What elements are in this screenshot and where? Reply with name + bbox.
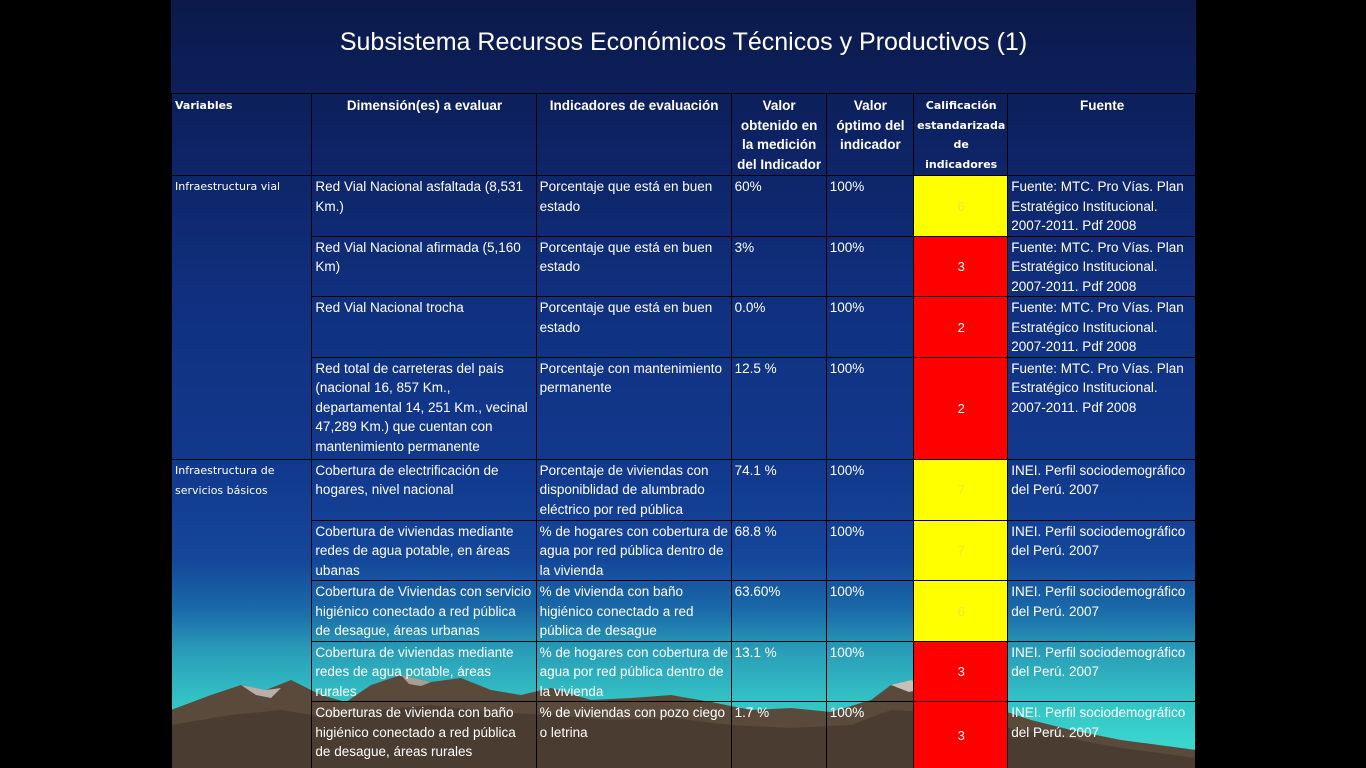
optimo-cell: 100%: [826, 520, 913, 581]
score-value: 7: [957, 482, 965, 498]
dimension-cell: Red total de carreteras del país (nacional 16, 857 Km., departamental 14, 251 Km., vecinal 47,289 Km.) que cuentan con mantenimiento permanente: [312, 357, 536, 459]
slide-title: Subsistema Recursos Económicos Técnicos y Productivos (1): [339, 28, 1028, 56]
fuente-cell: INEI. Perfil sociodemográfico del Perú. 2007: [1008, 581, 1196, 642]
fuente-cell: INEI. Perfil sociodemográfico del Perú. 2007: [1008, 641, 1196, 702]
score-cell: [914, 520, 1008, 581]
fuente-cell: Fuente: MTC. Pro Vías. Plan Estratégico Institucional. 2007-2011. Pdf 2008: [1008, 297, 1196, 358]
valor-cell: 63.60%: [731, 581, 826, 642]
indicador-cell: % de hogares con cobertura de agua por red pública dentro de la vivienda: [536, 520, 731, 581]
dimension-cell: Cobertura de electrificación de hogares, nivel nacional: [312, 459, 536, 520]
score-cell: [914, 236, 1008, 297]
score-cell: [914, 641, 1008, 702]
valor-cell: 12.5 %: [731, 357, 826, 459]
dimension-cell: Red Vial Nacional trocha: [312, 297, 536, 358]
header-dimension: Dimensión(es) a evaluar: [312, 94, 536, 176]
optimo-cell: 100%: [826, 297, 913, 358]
header-optimo: Valor óptimo del indicador: [826, 94, 913, 176]
table-row: [172, 357, 1196, 459]
valor-cell: 1.7 %: [731, 702, 826, 768]
score-cell: [914, 459, 1008, 520]
dimension-cell: Coberturas de vivienda con baño higiénico conectado a red pública de desague, áreas rurales: [312, 702, 536, 768]
header-fuente: Fuente: [1008, 94, 1196, 176]
optimo-cell: 100%: [826, 357, 913, 459]
score-cell: [914, 702, 1008, 768]
score-cell: [914, 581, 1008, 642]
dimension-cell: Red Vial Nacional afirmada (5,160 Km): [312, 236, 536, 297]
score-cell: [914, 357, 1008, 459]
optimo-cell: 100%: [826, 459, 913, 520]
score-value: 3: [957, 259, 965, 274]
indicador-cell: Porcentaje con mantenimiento permanente: [536, 357, 731, 459]
header-variables: Variables: [172, 94, 312, 176]
score-value: 6: [957, 198, 965, 214]
indicador-cell: Porcentaje de viviendas con disponiblidad de alumbrado eléctrico por red pública: [536, 459, 731, 520]
table-row: [172, 520, 1196, 581]
header-valor: Valor obtenido en la medición del Indicador: [731, 94, 826, 176]
valor-cell: 60%: [731, 176, 826, 237]
score-value: 7: [957, 543, 965, 558]
score-cell: [914, 297, 1008, 358]
indicador-cell: % de vivienda con baño higiénico conectado a red pública de desague: [536, 581, 731, 642]
optimo-cell: 100%: [826, 176, 913, 237]
score-value: 3: [957, 728, 965, 744]
table-row: [172, 641, 1196, 702]
dimension-cell: Red Vial Nacional asfaltada (8,531 Km.): [312, 176, 536, 237]
score-value: 6: [957, 603, 965, 619]
score-value: 3: [957, 664, 965, 679]
fuente-cell: INEI. Perfil sociodemográfico del Perú. 2007: [1008, 520, 1196, 581]
dimension-cell: Cobertura de viviendas mediante redes de agua potable, en áreas ubanas: [312, 520, 536, 581]
table-row: [172, 581, 1196, 642]
score-cell: [914, 176, 1008, 237]
optimo-cell: 100%: [826, 641, 913, 702]
valor-cell: 0.0%: [731, 297, 826, 358]
indicators-table: [171, 93, 1196, 768]
table-row: [172, 236, 1196, 297]
indicador-cell: Porcentaje que está en buen estado: [536, 236, 731, 297]
valor-cell: 74.1 %: [731, 459, 826, 520]
header-row: [172, 94, 1196, 176]
variable-cell: Infraestructura vial: [172, 176, 312, 460]
header-indicador: Indicadores de evaluación: [536, 94, 731, 176]
slide: [171, 0, 1196, 768]
optimo-cell: 100%: [826, 236, 913, 297]
indicador-cell: Porcentaje que está en buen estado: [536, 176, 731, 237]
valor-cell: 13.1 %: [731, 641, 826, 702]
score-value: 2: [957, 400, 965, 416]
header-calificacion: Calificación estandarizada de indicadores: [914, 94, 1008, 176]
table-row: [172, 176, 1196, 237]
dimension-cell: Cobertura de Viviendas con servicio higiénico conectado a red pública de desague, áreas urbanas: [312, 581, 536, 642]
valor-cell: 68.8 %: [731, 520, 826, 581]
table-row: [172, 459, 1196, 520]
optimo-cell: 100%: [826, 702, 913, 768]
optimo-cell: 100%: [826, 581, 913, 642]
fuente-cell: INEI. Perfil sociodemográfico del Perú. 2007: [1008, 459, 1196, 520]
indicador-cell: Porcentaje que está en buen estado: [536, 297, 731, 358]
indicador-cell: % de viviendas con pozo ciego o letrina: [536, 702, 731, 768]
fuente-cell: Fuente: MTC. Pro Vías. Plan Estratégico Institucional. 2007-2011. Pdf 2008: [1008, 236, 1196, 297]
fuente-cell: Fuente: MTC. Pro Vías. Plan Estratégico Institucional. 2007-2011. Pdf 2008: [1008, 176, 1196, 237]
valor-cell: 3%: [731, 236, 826, 297]
fuente-cell: Fuente: MTC. Pro Vías. Plan Estratégico Institucional. 2007-2011. Pdf 2008: [1008, 357, 1196, 459]
indicador-cell: % de hogares con cobertura de agua por red pública dentro de la vivienda: [536, 641, 731, 702]
variable-cell: Infraestructura de servicios básicos: [172, 459, 312, 768]
table-row: [172, 297, 1196, 358]
score-value: 2: [957, 319, 965, 335]
table-row: [172, 702, 1196, 768]
fuente-cell: INEI. Perfil sociodemográfico del Perú. 2007: [1008, 702, 1196, 768]
dimension-cell: Cobertura de viviendas mediante redes de agua potable, áreas rurales: [312, 641, 536, 702]
